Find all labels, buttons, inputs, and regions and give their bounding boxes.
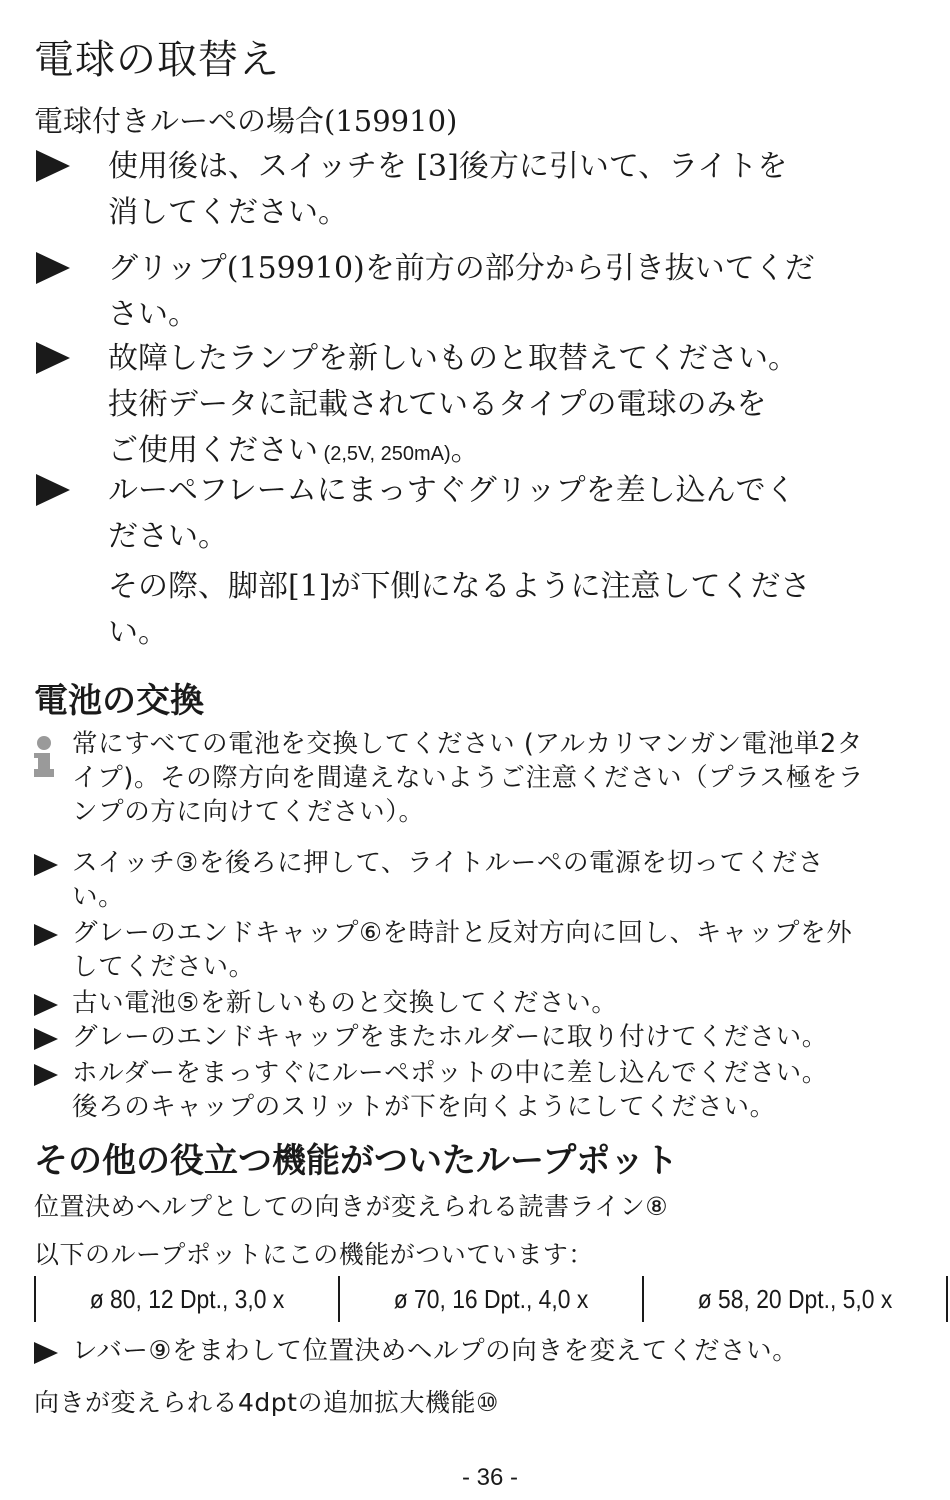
bulb-note-line-2: い。	[108, 615, 168, 650]
battery-step-1	[34, 846, 944, 914]
bulb-step-3	[36, 336, 836, 477]
arrow-bullet-icon	[36, 150, 70, 182]
arrow-bullet-icon	[36, 342, 70, 374]
battery-step-4-line-1: グレーのエンドキャップをまたホルダーに取り付けてください。	[72, 1022, 828, 1052]
models-intro-text: 以下のループポットにこの機能がついています：	[34, 1240, 594, 1269]
battery-step-3	[34, 986, 944, 1020]
arrow-bullet-icon	[34, 1028, 58, 1050]
battery-step-2	[34, 916, 944, 984]
battery-step-3-line-1: 古い電池⑤を新しいものと交換してください。	[72, 988, 618, 1018]
model-spec-70: ø 70, 16 Dpt., 4,0 x	[393, 1284, 589, 1314]
extra-magnification-text: 向きが変えられる4dptの追加拡大機能⑩	[34, 1388, 499, 1417]
arrow-bullet-icon	[34, 924, 58, 946]
model-spec-row	[34, 1276, 950, 1322]
bulb-step-2	[36, 246, 836, 338]
bulb-note-line-1: その際、脚部[1]が下側になるように注意してくださ	[108, 569, 811, 604]
bulb-step-1-line-1: 使用後は、スイッチを [3]後方に引いて、ライトを	[108, 149, 788, 184]
battery-step-5-line-2: 後ろのキャップのスリットが下を向くようにしてください。	[72, 1092, 776, 1122]
arrow-bullet-icon	[34, 1342, 58, 1364]
bulb-step-4-line-1: ルーペフレームにまっすぐグリップを差し込んでく	[108, 473, 796, 508]
model-spec-80: ø 80, 12 Dpt., 3,0 x	[89, 1284, 285, 1314]
lever-step-text: レバー⑨をまわして位置決めヘルプの向きを変えてください。	[72, 1336, 799, 1366]
bulb-step-3-line-3-end: 。	[450, 433, 481, 468]
model-spec-58: ø 58, 20 Dpt., 5,0 x	[697, 1284, 893, 1314]
battery-info-note	[72, 727, 950, 829]
bulb-step-2-line-1: グリップ(159910)を前方の部分から引き抜いてくだ	[108, 251, 815, 286]
bulb-step-3-line-3-text: ご使用ください	[108, 433, 318, 468]
arrow-bullet-icon	[34, 994, 58, 1016]
battery-info-line-3: ンプの方に向けてください）。	[72, 797, 425, 827]
bulb-step-1-line-2: 消してください。	[108, 195, 348, 230]
bulb-note	[108, 564, 868, 656]
battery-step-2-line-1: グレーのエンドキャップ⑥を時計と反対方向に回し、キャップを外	[72, 918, 853, 948]
bulb-step-2-line-2: さい。	[108, 297, 198, 332]
battery-step-1-line-1: スイッチ③を後ろに押して、ライトルーペの電源を切ってくださ	[72, 848, 824, 878]
spec-divider	[642, 1276, 644, 1322]
battery-info-line-2: イプ)。その際方向を間違えないようご注意ください（プラス極をラ	[72, 763, 865, 793]
bulb-step-3-line-1: 故障したランプを新しいものと取替えてください。	[108, 341, 798, 376]
spec-divider	[946, 1276, 948, 1322]
battery-step-5	[34, 1056, 944, 1124]
arrow-bullet-icon	[36, 474, 70, 506]
reading-line-text: 位置決めヘルプとしての向きが変えられる読書ライン⑧	[34, 1192, 669, 1221]
bulb-spec-text: (2,5V, 250mA)	[318, 443, 451, 465]
spec-divider	[34, 1276, 36, 1322]
arrow-bullet-icon	[34, 1064, 58, 1086]
bulb-step-4-line-2: ださい。	[108, 519, 228, 554]
lever-step	[34, 1334, 944, 1368]
arrow-bullet-icon	[34, 854, 58, 876]
other-section-title: その他の役立つ機能がついたループポット	[34, 1141, 679, 1181]
bulb-subtitle: 電球付きルーペの場合(159910)	[34, 104, 458, 138]
battery-info-line-1: 常にすべての電池を交換してください (アルカリマンガン電池単2タ	[72, 729, 863, 759]
page-number: - 36 -	[461, 1464, 518, 1491]
battery-section-title: 電池の交換	[34, 681, 204, 721]
spec-divider	[338, 1276, 340, 1322]
bulb-step-1	[36, 144, 836, 236]
battery-step-5-line-1: ホルダーをまっすぐにルーペポットの中に差し込んでください。	[72, 1058, 828, 1088]
bulb-section-title: 電球の取替え	[34, 37, 280, 83]
battery-step-4	[34, 1020, 944, 1054]
bulb-step-4	[36, 468, 836, 560]
battery-step-2-line-2: してください。	[72, 952, 255, 982]
info-icon	[32, 735, 56, 779]
battery-step-1-line-2: い。	[72, 882, 125, 912]
arrow-bullet-icon	[36, 252, 70, 284]
bulb-step-3-line-2: 技術データに記載されているタイプの電球のみを	[108, 387, 767, 422]
